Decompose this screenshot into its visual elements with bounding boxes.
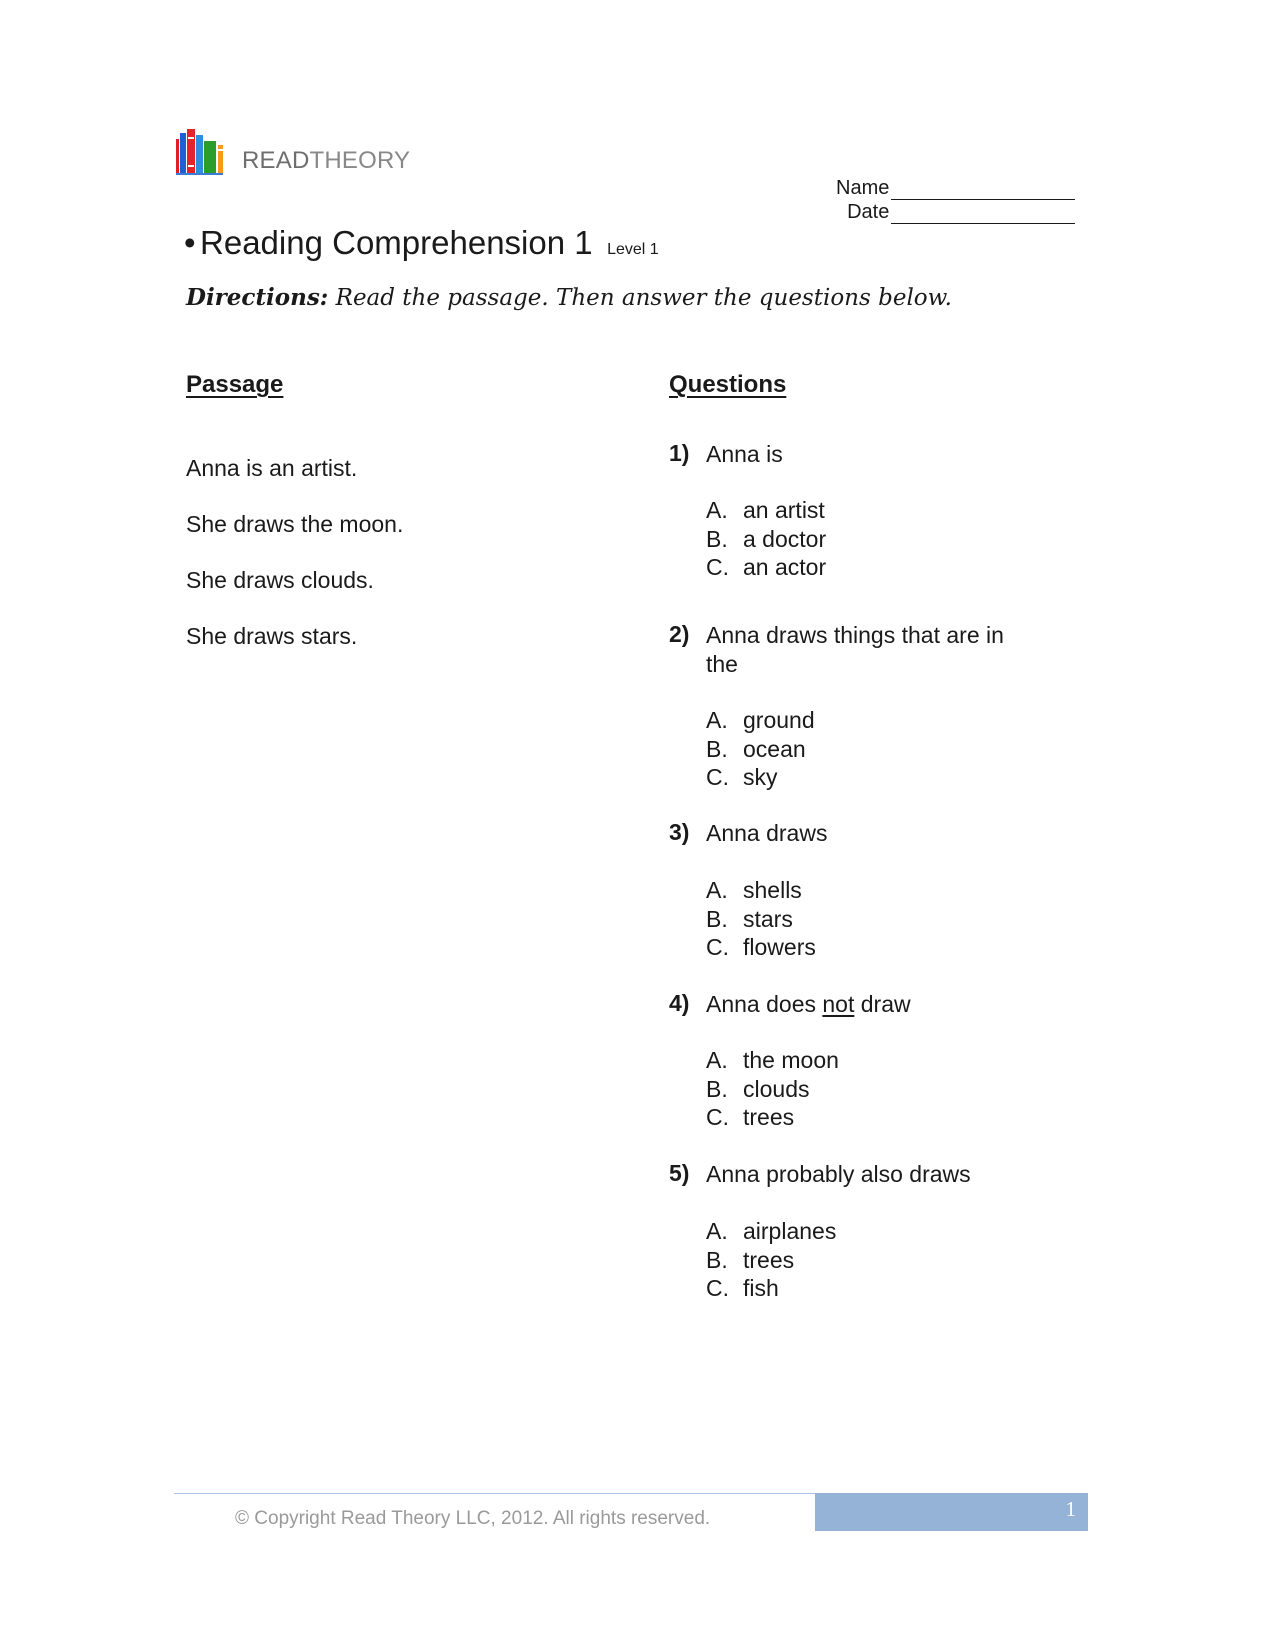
answer-option[interactable]: [706, 1075, 839, 1104]
books-icon: [176, 129, 228, 175]
title-main: Reading Comprehension 1: [200, 224, 593, 261]
passage-line: She draws stars.: [186, 623, 358, 649]
option-text: ocean: [743, 735, 806, 762]
footer-divider: [174, 1493, 815, 1494]
option-text: an artist: [743, 497, 825, 523]
answer-option[interactable]: [706, 905, 816, 934]
questions-heading: Questions: [669, 371, 787, 398]
option-letter: B.: [706, 1246, 728, 1273]
date-row: [836, 200, 1075, 224]
answer-option[interactable]: [706, 1103, 839, 1132]
question-text-after: draw: [854, 991, 911, 1017]
answer-option[interactable]: [706, 706, 815, 735]
answer-option[interactable]: [706, 525, 826, 554]
directions: [186, 284, 952, 311]
answer-options: [706, 1046, 839, 1132]
question-number: 5): [669, 1160, 690, 1186]
footer-copyright: © Copyright Read Theory LLC, 2012. All rights reserved.: [235, 1508, 711, 1529]
passage-line: Anna is an artist.: [186, 455, 358, 481]
passage-line: She draws clouds.: [186, 567, 374, 593]
question-number: 1): [669, 440, 690, 466]
option-letter: C.: [706, 554, 729, 580]
question-number: 3): [669, 819, 690, 845]
name-blank-line[interactable]: [891, 180, 1075, 200]
logo-text-theory: THEORY: [309, 147, 411, 174]
answer-option[interactable]: [706, 1246, 836, 1275]
option-text: stars: [743, 905, 793, 932]
answer-option[interactable]: [706, 496, 826, 525]
directions-label: Directions:: [186, 284, 329, 311]
option-text: ground: [743, 707, 815, 733]
answer-options: [706, 496, 826, 582]
option-text: sky: [743, 764, 778, 790]
logo-text-read: READ: [242, 147, 310, 174]
answer-option[interactable]: [706, 553, 826, 582]
option-text: clouds: [743, 1075, 810, 1102]
question-text-before: Anna does: [706, 991, 823, 1017]
question-number: 2): [669, 621, 690, 647]
option-letter: C.: [706, 1275, 729, 1301]
option-text: fish: [743, 1275, 779, 1301]
option-text: trees: [743, 1246, 795, 1273]
page-title: [184, 224, 659, 262]
option-letter: A.: [706, 707, 728, 733]
option-text: airplanes: [743, 1218, 837, 1244]
option-letter: B.: [706, 525, 728, 552]
option-letter: B.: [706, 1075, 728, 1102]
question-text: Anna is: [706, 441, 783, 467]
name-row: [836, 176, 1075, 200]
answer-option[interactable]: [706, 735, 815, 764]
passage-line: She draws the moon.: [186, 511, 404, 537]
option-letter: C.: [706, 764, 729, 790]
question-text: Anna draws things that are in the: [706, 622, 1004, 677]
option-text: a doctor: [743, 525, 827, 552]
question-text: Anna draws: [706, 820, 828, 846]
date-blank-line[interactable]: [891, 204, 1075, 224]
option-letter: A.: [706, 1218, 728, 1244]
question-text: [706, 990, 1026, 1019]
option-text: an actor: [743, 554, 827, 580]
directions-text: Read the passage. Then answer the questions below.: [335, 285, 952, 311]
page-number-box: [815, 1493, 1088, 1531]
answer-option[interactable]: [706, 933, 816, 962]
option-letter: A.: [706, 1047, 728, 1073]
option-letter: A.: [706, 497, 728, 523]
option-letter: C.: [706, 1104, 729, 1130]
answer-option[interactable]: [706, 763, 815, 792]
title-bullet: •: [184, 224, 196, 261]
date-label: Date: [847, 201, 890, 223]
question-text: Anna probably also draws: [706, 1161, 971, 1187]
passage-heading: Passage: [186, 371, 284, 398]
option-text: trees: [743, 1104, 795, 1130]
answer-option[interactable]: [706, 1217, 836, 1246]
page-number: 1: [1065, 1497, 1076, 1521]
question-text-underlined: not: [822, 991, 855, 1017]
title-level: Level 1: [607, 241, 659, 258]
option-letter: B.: [706, 905, 728, 932]
logo-text: [242, 147, 410, 175]
option-text: the moon: [743, 1047, 839, 1073]
name-date-block: [836, 176, 1075, 224]
option-letter: C.: [706, 934, 729, 960]
answer-option[interactable]: [706, 876, 816, 905]
name-label: Name: [836, 177, 890, 199]
option-text: shells: [743, 877, 802, 903]
answer-options: [706, 1217, 836, 1303]
answer-options: [706, 706, 815, 792]
option-text: flowers: [743, 934, 816, 960]
question-number: 4): [669, 990, 690, 1016]
answer-options: [706, 876, 816, 962]
option-letter: A.: [706, 877, 728, 903]
answer-option[interactable]: [706, 1274, 836, 1303]
option-letter: B.: [706, 735, 728, 762]
answer-option[interactable]: [706, 1046, 839, 1075]
